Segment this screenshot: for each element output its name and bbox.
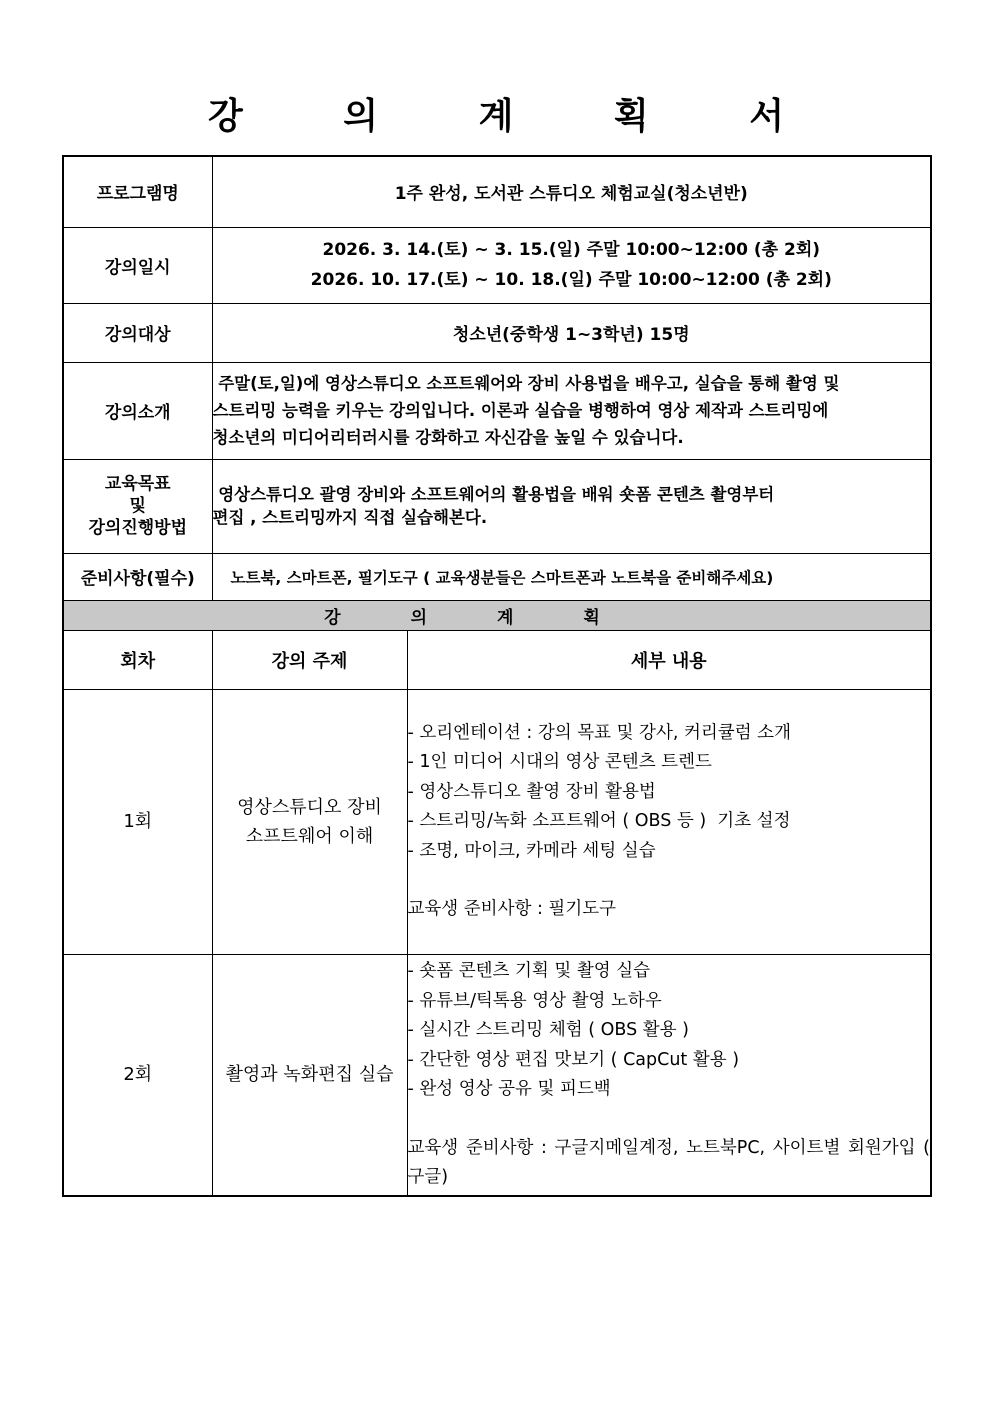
section-title: 강의계획 (63, 600, 931, 630)
intro-line: 주말(토,일)에 영상스튜디오 소프트웨어와 장비 사용법을 배우고, 실습을 통해 촬영 및 (212, 374, 840, 393)
intro-row (63, 362, 931, 459)
schedule-row (63, 227, 931, 303)
intro-line: 청소년의 미디어리터러시를 강화하고 자신감을 높일 수 있습니다. (212, 428, 684, 447)
session-round: 1회 (63, 689, 212, 954)
session-detail-item: - 1인 미디어 시대의 영상 콘텐츠 트렌드 (407, 752, 712, 772)
target-label: 강의대상 (63, 303, 212, 362)
column-header-details: 세부 내용 (407, 630, 931, 689)
prep-value: 노트북, 스마트폰, 필기도구 ( 교육생분들은 스마트폰과 노트북을 준비해주세요) (212, 553, 931, 600)
prep-row (63, 553, 931, 600)
session-detail-item: - 간단한 영상 편집 맛보기 ( CapCut 활용 ) (407, 1049, 740, 1070)
column-header-round: 회차 (63, 630, 212, 689)
document-title: 강 의 계 획 서 (207, 96, 828, 137)
goal-row (63, 459, 931, 553)
session-detail-item: - 스트리밍/녹화 소프트웨어 ( OBS 등 ) 기초 설정 (407, 811, 791, 831)
prep-label: 준비사항(필수) (63, 553, 212, 600)
goal-text (212, 459, 931, 553)
session-round: 2회 (63, 954, 212, 1196)
program-label: 프로그램명 (63, 156, 212, 227)
session-detail-item: - 오리엔테이션 : 강의 목표 및 강사, 커리큘럼 소개 (407, 722, 791, 743)
session-detail-item: - 조명, 마이크, 카메라 세팅 실습 (407, 840, 656, 861)
schedule-line: 2026. 10. 17.(토) ~ 10. 18.(일) 주말 10:00~12:00 (총 2회) (310, 270, 832, 290)
column-header-topic: 강의 주제 (212, 630, 407, 689)
schedule-line: 2026. 3. 14.(토) ~ 3. 15.(일) 주말 10:00~12:00 (총 2회) (322, 240, 821, 260)
target-row (63, 303, 931, 362)
goal-label-line: 강의진행방법 (88, 518, 188, 538)
goal-line: 편집 , 스트리밍까지 직접 실습해본다. (212, 508, 488, 527)
session-detail-item: - 실시간 스트리밍 체험 ( OBS 활용 ) (407, 1020, 689, 1040)
intro-label: 강의소개 (63, 362, 212, 459)
session-detail-item: - 완성 영상 공유 및 피드백 (407, 1079, 611, 1099)
goal-label-line: 및 (129, 496, 146, 516)
session-details (407, 954, 931, 1196)
program-value: 1주 완성, 도서관 스튜디오 체험교실(청소년반) (212, 156, 931, 227)
session-row (63, 954, 931, 1196)
session-topic-line: 영상스튜디오 장비 (237, 796, 382, 818)
session-topic (212, 954, 407, 1196)
target-value: 청소년(중학생 1~3학년) 15명 (212, 303, 931, 362)
session-prep: 교육생 준비사항 : 필기도구 (407, 899, 617, 919)
session-detail-item: - 숏폼 콘텐츠 기획 및 촬영 실습 (407, 961, 651, 981)
goal-label (63, 459, 212, 553)
goal-label-line: 교육목표 (104, 474, 171, 494)
schedule-value (212, 227, 931, 303)
session-detail-item: - 영상스튜디오 촬영 장비 활용법 (407, 781, 656, 802)
intro-text (212, 362, 931, 459)
session-topic-line: 소프트웨어 이해 (245, 825, 374, 847)
spacer (408, 1105, 931, 1134)
column-header-row (63, 630, 931, 689)
program-row (63, 156, 931, 227)
session-topic-line: 촬영과 녹화편집 실습 (225, 1064, 394, 1086)
session-prep: 교육생 준비사항 : 구글지메일계정, 노트북PC, 사이트별 회원가입 ( 구글) (407, 1137, 931, 1187)
goal-line: 영상스튜디오 괄영 장비와 소프트웨어의 활용법을 배워 숏폼 콘텐츠 촬영부터 (212, 485, 775, 504)
session-detail-item: - 유튜브/틱톡용 영상 촬영 노하우 (407, 990, 662, 1011)
session-row (63, 689, 931, 954)
session-details (407, 689, 931, 954)
session-topic (212, 689, 407, 954)
section-row (63, 600, 931, 630)
lecture-plan-table (62, 155, 932, 1197)
intro-line: 스트리밍 능력을 키우는 강의입니다. 이론과 실습을 병행하여 영상 제작과 스트리밍에 (212, 401, 829, 420)
spacer (408, 866, 931, 895)
schedule-label: 강의일시 (63, 227, 212, 303)
